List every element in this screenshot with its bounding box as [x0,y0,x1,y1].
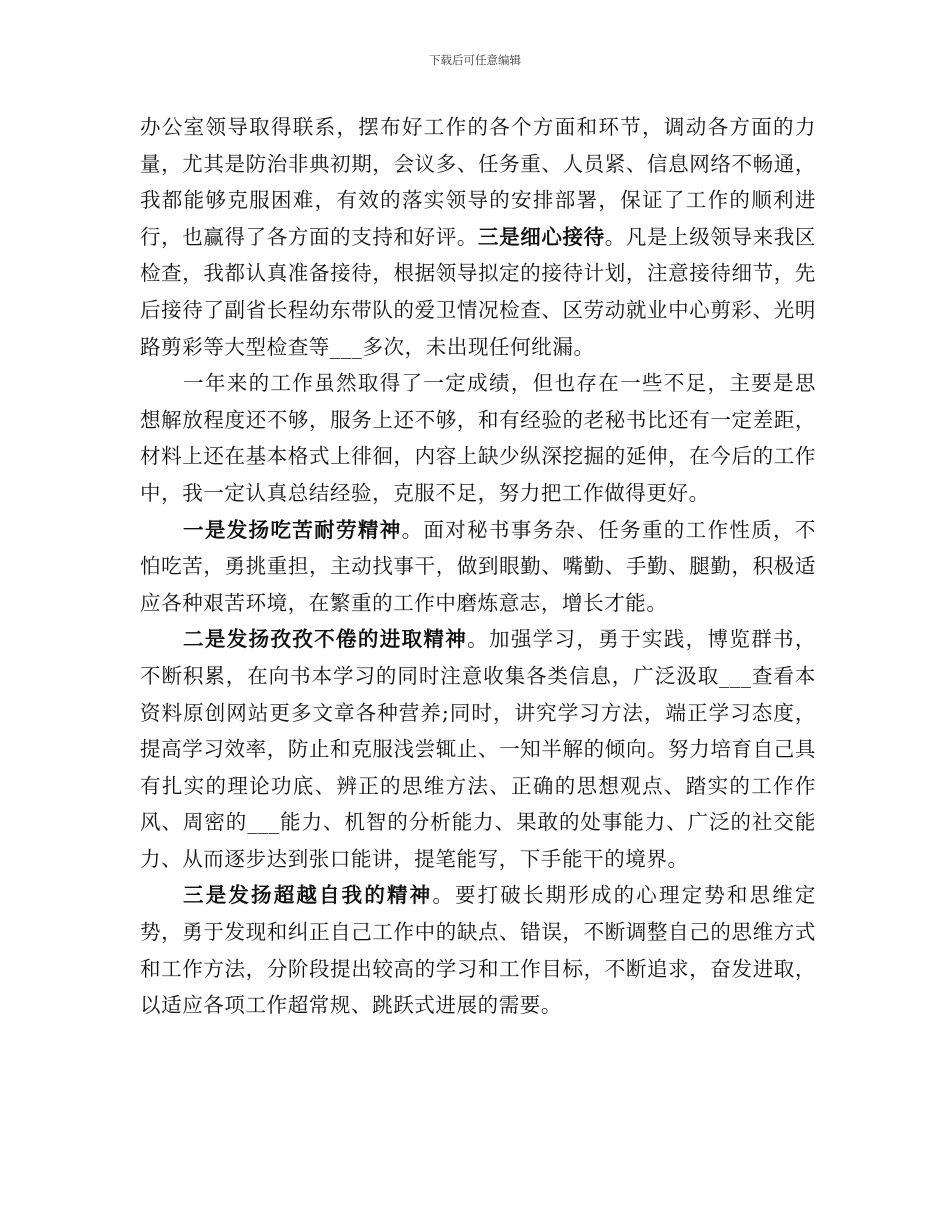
paragraph-text: 办公室领导取得联系，摆布好工作的各个方面和环节，调动各方面的力量，尤其是防治非典初期，会议多、任务重、人员紧、信息网络不畅通，我都能够克服困难，有效的落实领导的安排部署，保证了工作的顺利进行，也赢得了各方面的支持和好评。 [140,115,816,249]
paragraph-continuation [140,109,816,365]
paragraph-point-2 [140,621,816,877]
paragraph-lead: 二是发扬孜孜不倦的进取精神 [183,627,468,652]
paragraph-text: 。加强学习，勇于实践，博览群书，不断积累，在向书本学习的同时注意收集各类信息，广泛汲取___查看本资料原创网站更多文章各种营养;同时，讲究学习方法，端正学习态度，提高学习效率，防止和克服浅尝辄止、一知半解的倾向。努力培育自己具有扎实的理论功底、辨正的思维方法、正确的思想观点、踏实的工作作风、周密的___能力、机智的分析能力、果敢的处事能力、广泛的社交能力、从而逐步达到张口能讲，提笔能写，下手能干的境界。 [140,627,816,871]
paragraph-lead: 三是发扬超越自我的精神 [183,883,433,908]
page-header: 下载后可任意编辑 [429,53,521,67]
paragraph-point-1 [140,512,816,622]
document-body [140,109,816,1024]
paragraph-summary [140,365,816,511]
paragraph-text: 。要打破长期形成的心理定势和思维定势，勇于发现和纠正自己工作中的缺点、错误，不断调整自己的思维方式和工作方法，分阶段提出较高的学习和工作目标，不断追求，奋发进取，以适应各项工作超常规、跳跃式进展的需要。 [140,883,816,1018]
paragraph-point-3 [140,877,816,1023]
paragraph-text: 。面对秘书事务杂、任务重的工作性质，不怕吃苦，勇挑重担，主动找事干，做到眼勤、嘴勤、手勤、腿勤，积极适应各种艰苦环境，在繁重的工作中磨炼意志，增长才能。 [140,517,817,615]
paragraph-lead: 一是发扬吃苦耐劳精神 [183,517,402,542]
paragraph-text: 。凡是上级领导来我区检查，我都认真准备接待，根据领导拟定的接待计划，注意接待细节，先后接待了副省长程幼东带队的爱卫情况检查、区劳动就业中心剪彩、光明路剪彩等大型检查等___多次，未出现任何纰漏。 [140,224,817,359]
paragraph-text: 一年来的工作虽然取得了一定成绩，但也存在一些不足，主要是思想解放程度还不够，服务上还不够，和有经验的老秘书比还有一定差距，材料上还在基本格式上徘徊，内容上缺少纵深挖掘的延伸，在今后的工作中，我一定认真总结经验，克服不足，努力把工作做得更好。 [140,371,816,505]
paragraph-lead: 三是细心接待 [478,224,605,249]
